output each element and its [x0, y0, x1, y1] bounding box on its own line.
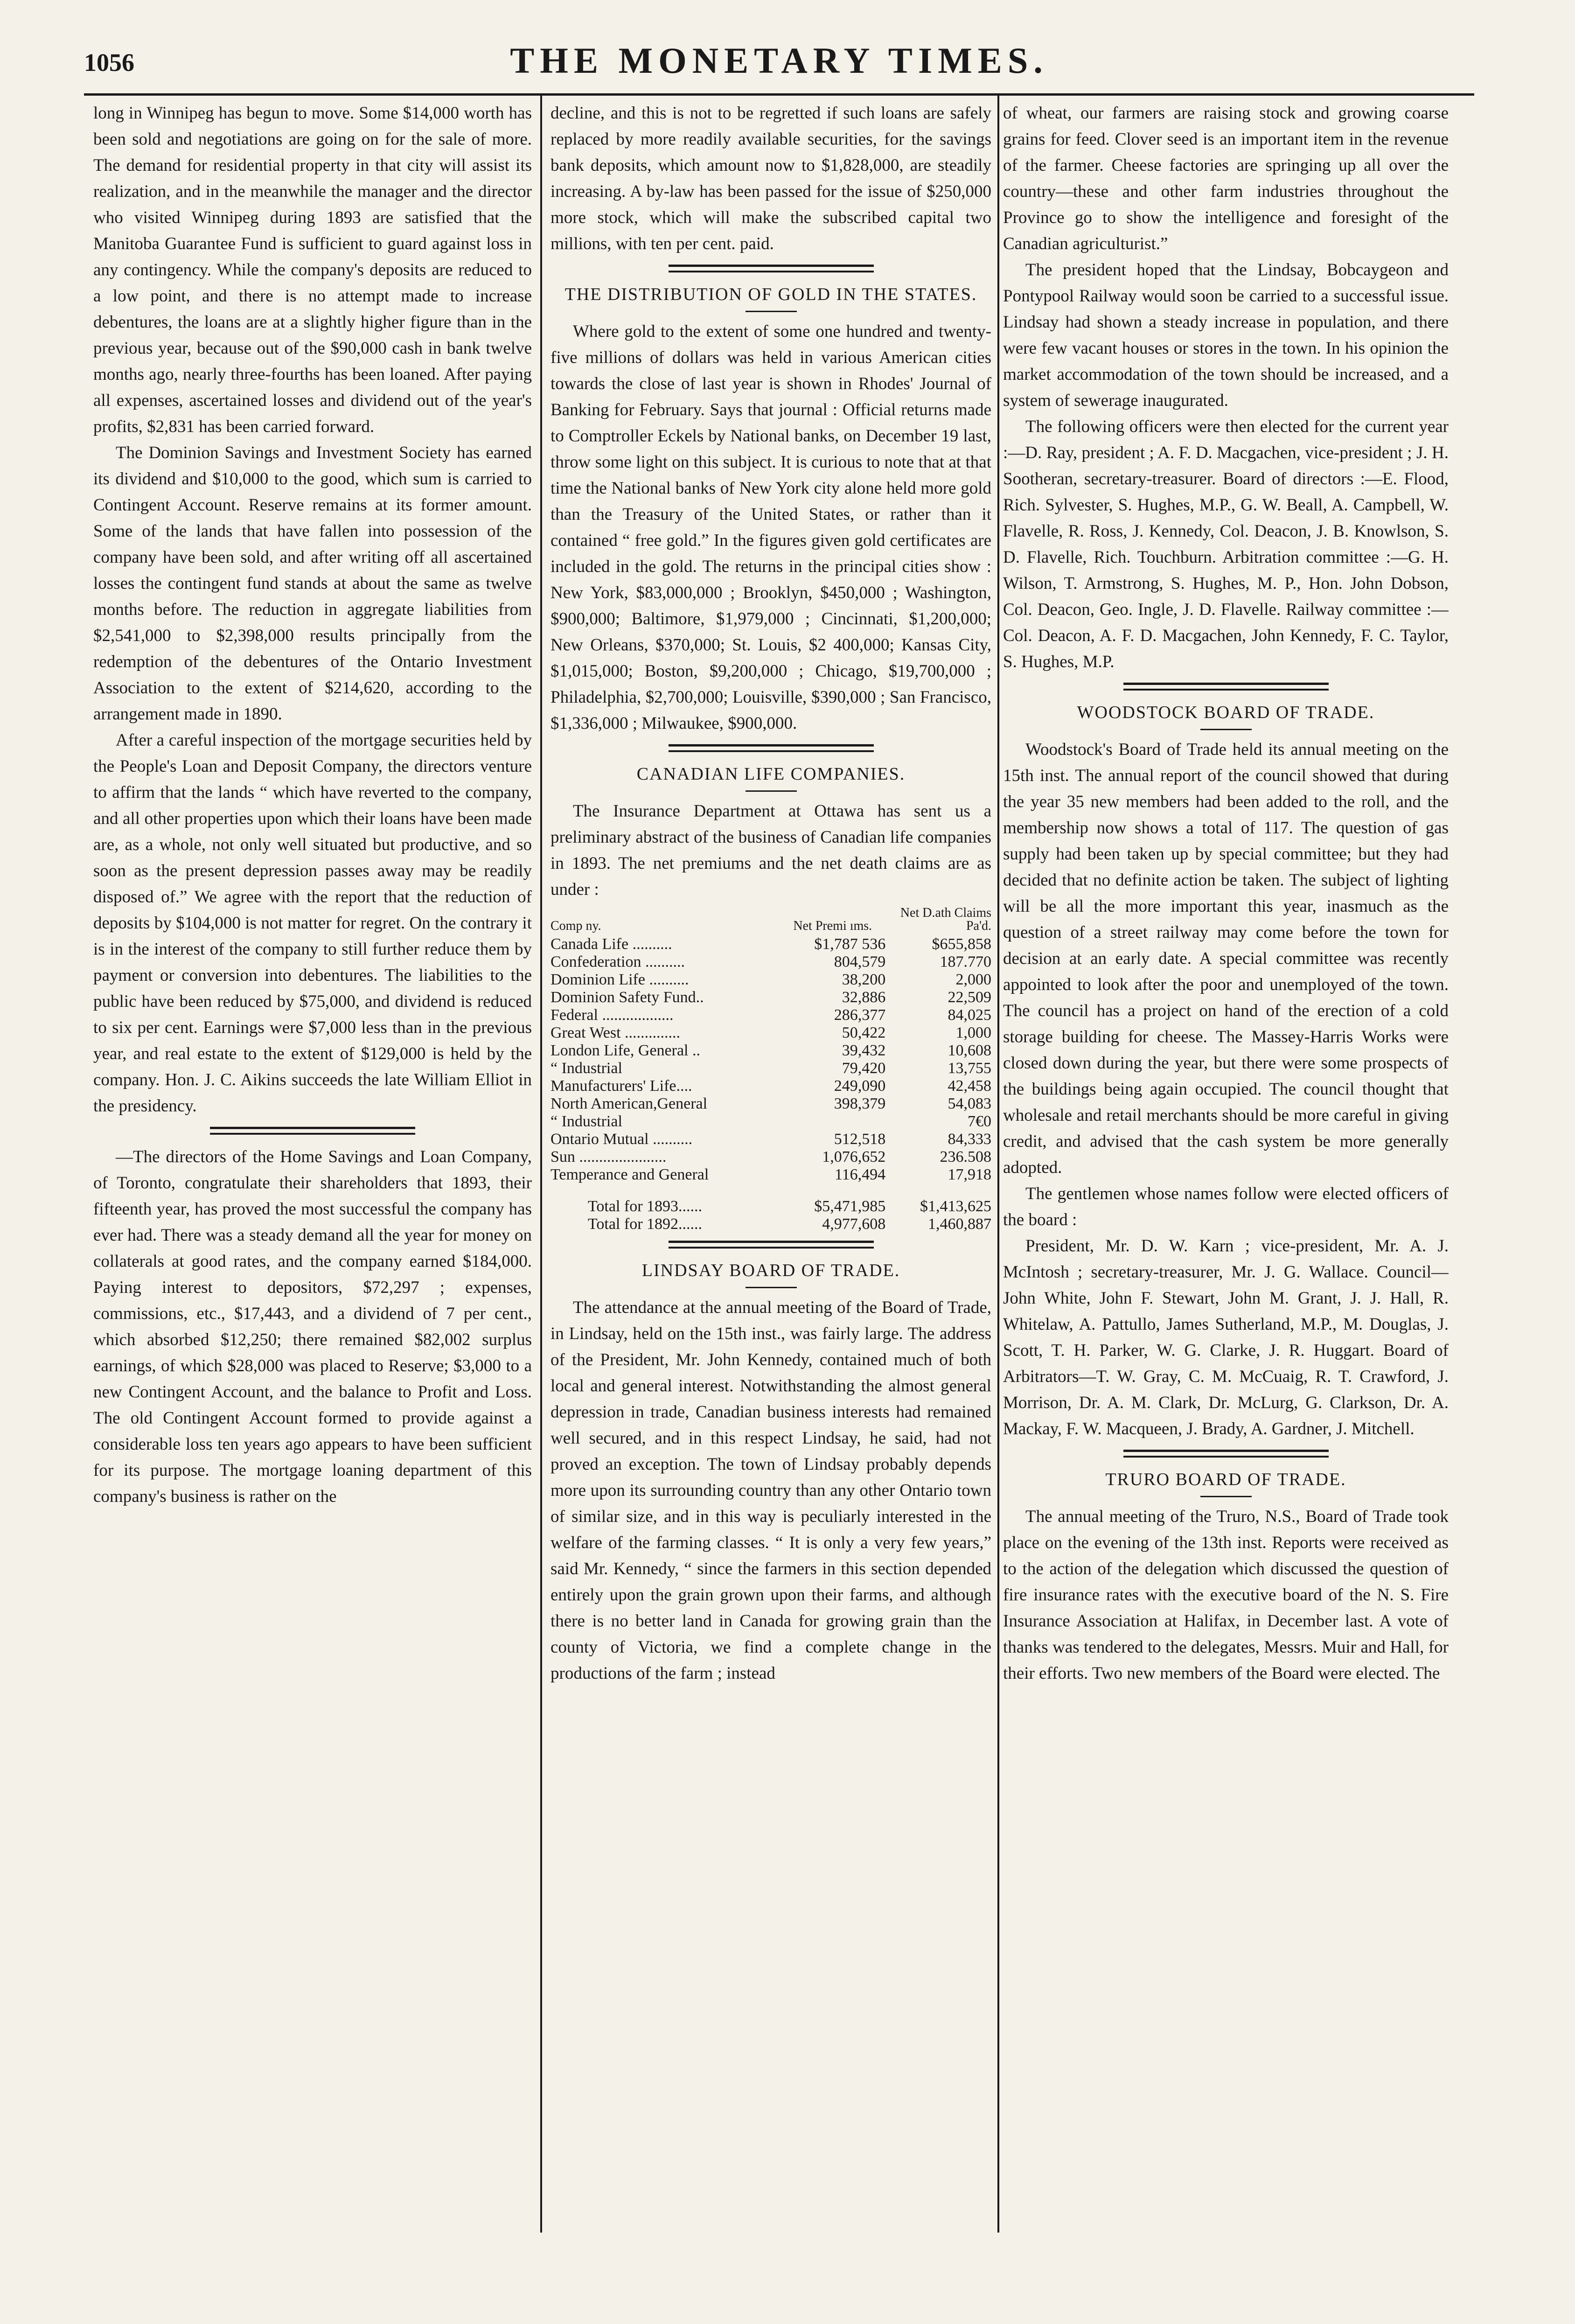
article-paragraph: of wheat, our farmers are raising stock and growing coarse grains for feed. Clover seed is an important item in the revenue of the farmer. Cheese factories are springing up all over the country—these and other farm industries throughout the Province go to show the intelligence and foresight of the Canadian agriculturist.” [1003, 104, 1449, 253]
premiums-value: 79,420 [842, 1060, 886, 1077]
section-divider [669, 265, 874, 272]
section-heading-life: CANADIAN LIFE COMPANIES. [636, 764, 906, 784]
company-name: Dominion Life .......... [551, 971, 689, 988]
article-paragraph: The Dominion Savings and Investment Society has earned its dividend and $10,000 to the good, which sum is carried to Contingent Account. Reserve remains at its former amount. Some of the lands that have fallen into possession of the company have been sold, and after writing off all ascertained losses the contingent fund stands at about the same as twelve months before. The reduction in aggregate liabilities from $2,541,000 to $2,398,000 results principally from the redemption of the debentures of the Ontario Investment Association to the extent of $214,620, according to the arrangement made in 1890. [93, 443, 532, 724]
table-row [551, 1024, 991, 1042]
company-name: Ontario Mutual .......... [551, 1131, 693, 1148]
claims-value: 7€0 [968, 1113, 991, 1130]
claims-value: 17,918 [948, 1166, 991, 1183]
table-row [551, 953, 991, 971]
section-heading-gold: THE DISTRIBUTION OF GOLD IN THE STATES. [564, 285, 977, 304]
heading-rule [746, 311, 797, 312]
premiums-value: 398,379 [834, 1095, 886, 1112]
table-total-row [551, 1215, 991, 1233]
company-name: Temperance and General [551, 1166, 709, 1183]
claims-value: 1,000 [955, 1024, 991, 1041]
claims-value: $1,413,625 [920, 1198, 991, 1215]
company-name: Manufacturers' Life.... [551, 1077, 692, 1095]
article-paragraph: The gentlemen whose names follow were elected officers of the board : [1003, 1184, 1449, 1229]
claims-value: 236.508 [940, 1148, 991, 1165]
newspaper-title: THE MONETARY TIMES. [510, 40, 1048, 81]
premiums-value: 39,432 [842, 1042, 886, 1059]
table-row [551, 935, 991, 953]
section-divider [1123, 1450, 1329, 1458]
premiums-value: 32,886 [842, 989, 886, 1006]
header-claims: Net D.ath Claims Pa'd. [900, 906, 991, 933]
company-name: “ Industrial [551, 1060, 622, 1077]
article-paragraph: The president hoped that the Lindsay, Bobcaygeon and Pontypool Railway would soon be carried to a successful issue. Lindsay had shown a steady increase in population, and there were few vacant houses or stores in the town. In his opinion the market accommodation of the town should be increased, and a system of sewerage inaugurated. [1003, 260, 1449, 410]
premiums-value: 1,076,652 [822, 1148, 886, 1165]
claims-value: 2,000 [955, 971, 991, 988]
premiums-value [780, 1113, 885, 1131]
header-company: Comp ny. [551, 919, 601, 933]
premiums-value: 249,090 [834, 1077, 886, 1095]
article-paragraph: —The directors of the Home Savings and Loan Company, of Toronto, congratulate their shareholders that 1893, their fifteenth year, has proved the most successful the company has ever had. There was a steady demand all the year for money on collaterals at good rates, and the company earned $184,000. Paying interest to depositors, $72,297 ; expenses, commissions, etc., $17,443, and a dividend of 7 per cent., which absorbed $12,250; there remained $82,002 surplus earnings, of which $28,000 was placed to Reserve; $3,000 to a new Contingent Account, and the balance to Profit and Loss. The old Contingent Account formed to provide against a considerable loss ten years ago appears to have been sufficient for its purpose. The mortgage loaning department of this company's business is rather on the [93, 1147, 532, 1506]
premiums-value: 38,200 [842, 971, 886, 988]
table-row [551, 1006, 991, 1024]
table-row [551, 1113, 991, 1131]
article-paragraph: President, Mr. D. W. Karn ; vice-president, Mr. A. J. McIntosh ; secretary-treasurer, Mr. J. G. Wallace. Council—John White, John F. Stewart, John M. Grant, J. J. Hall, R. Whitelaw, A. Pattullo, James Sutherland, M.P., M. Douglas, J. Scott, T. H. Parker, W. G. Clarke, J. R. Huggart. Board of Arbitrators—T. W. Gray, C. M. McCuaig, R. T. Crawford, J. Morrison, Dr. A. M. Clark, Dr. McLurg, G. Clarkson, Dr. A. Mackay, F. W. Macqueen, J. Brady, A. Gardner, J. Mitchell. [1003, 1236, 1449, 1438]
section-divider [669, 744, 874, 752]
article-paragraph: After a careful inspection of the mortgage securities held by the People's Loan and Deposit Company, the directors venture to affirm that the lands “ which have reverted to the company, and all other properties upon which their loans have been made are, as a whole, not only well situated but productive, and so soon as the present depression passes away may be readily disposed of.” We agree with the report that the reduction of deposits by $104,000 is not matter for regret. On the contrary it is in the interest of the company to still further reduce them by payment or conversion into debentures. The liabilities to the public have been reduced by $75,000, and dividend is reduced to six per cent. Earnings were $7,000 less than in the previous year, and real estate to the extent of $129,000 is held by the company. Hon. J. C. Aikins succeeds the late William Elliot in the presidency. [93, 731, 532, 1116]
claims-value: 84,025 [948, 1006, 991, 1024]
claims-value: $655,858 [932, 935, 991, 953]
heading-rule [1200, 1496, 1252, 1497]
table-row [551, 971, 991, 989]
masthead-rule [84, 93, 1474, 96]
page-number: 1056 [84, 49, 134, 77]
total-label: Total for 1893...... [588, 1198, 703, 1215]
company-name: Confederation .......... [551, 953, 685, 970]
section-divider [210, 1127, 415, 1135]
claims-value: 13,755 [948, 1060, 991, 1077]
company-name: Federal .................. [551, 1006, 674, 1024]
table-row [551, 1060, 991, 1077]
article-paragraph: The annual meeting of the Truro, N.S., Board of Trade took place on the evening of the 13th inst. Reports were received as to the action of the delegation which discussed the question of fire insurance rates with the executive board of the N. S. Fire Insurance Association at Halifax, in December last. A vote of thanks was tendered to the delegates, Messrs. Muir and Hall, for their efforts. Two new members of the Board were elected. The [1003, 1507, 1449, 1683]
table-total-row [551, 1184, 991, 1215]
article-paragraph: Woodstock's Board of Trade held its annual meeting on the 15th inst. The annual report of the council showed that during the year 35 new members had been added to the roll, and the membership now shows a total of 117. The question of gas supply had been taken up by special committee; but they had decided that no definite action be taken. The subject of lighting will be all the more important this year, inasmuch as the question of a street railway may come before the town for decision at an early date. A special committee was recently appointed to look after the poor and unemployed of the town. The council has a project on hand of the erection of a cold storage building for cheese. The Massey-Harris Works were closed down during the year, but there were some prospects of the buildings being again occupied. The council thought that wholesale and retail merchants should be more careful in giving credit, and advised that the cash system be more generally adopted. [1003, 740, 1449, 1177]
heading-rule [1200, 729, 1252, 730]
table-row [551, 1131, 991, 1148]
section-heading-woodstock: WOODSTOCK BOARD OF TRADE. [1077, 703, 1375, 722]
claims-value: 22,509 [948, 989, 991, 1006]
table-row [551, 1148, 991, 1166]
section-heading-truro: TRURO BOARD OF TRADE. [1105, 1470, 1346, 1489]
section-divider [1123, 683, 1329, 691]
table-row [551, 1042, 991, 1060]
heading-rule [746, 1287, 797, 1288]
total-label: Total for 1892...... [588, 1215, 703, 1233]
column-rule [540, 96, 542, 2233]
article-paragraph: The attendance at the annual meeting of the Board of Trade, in Lindsay, held on the 15th inst., was fairly large. The address of the President, Mr. John Kennedy, contained much of both local and general interest. Notwithstanding the almost general depression in trade, Canadian business interests had remained well secured, and in this respect Lindsay, he said, had not proved an exception. The town of Lindsay probably depends more upon its surrounding country than any other Ontario town of similar size, and in this way is peculiarly interested in the welfare of the farming classes. “ It is only a very few years,” said Mr. Kennedy, “ since the farmers in this section depended entirely upon the grain grown upon their farms, and although there is no better land in Canada for growing grain than the county of Victoria, we find a complete change in the productions of the farm ; instead [551, 1298, 991, 1683]
article-paragraph: Where gold to the extent of some one hundred and twenty-five millions of dollars was held in various American cities towards the close of last year is shown in Rhodes' Journal of Banking for February. Says that journal : Official returns made to Comptroller Eckels by National banks, on December 19 last, throw some light on this subject. It is curious to note that at that time the National banks of New York city alone held more gold than the Treasury of the United States, or rather than it contained “ free gold.” In the figures given gold certificates are included in the gold. The returns in the principal cities show : New York, $83,000,000 ; Brooklyn, $450,000 ; Washington, $900,000; Baltimore, $1,979,000 ; Cincinnati, $1,200,000; New Orleans, $370,000; St. Louis, $2 400,000; Kansas City, $1,015,000; Boston, $9,200,000 ; Chicago, $19,700,000 ; Philadelphia, $2,700,000; Louisville, $390,000 ; San Francisco, $1,336,000 ; Milwaukee, $900,000. [551, 322, 991, 733]
section-heading-lindsay: LINDSAY BOARD OF TRADE. [641, 1261, 900, 1280]
table-row [551, 1166, 991, 1184]
article-paragraph: The Insurance Department at Ottawa has sent us a preliminary abstract of the business of Canadian life companies in 1893. The net premiums and the net death claims are as under : [551, 802, 991, 899]
claims-value: 1,460,887 [928, 1215, 991, 1233]
table-row [551, 1077, 991, 1095]
claims-value: 54,083 [948, 1095, 991, 1112]
premiums-value: $5,471,985 [814, 1198, 886, 1215]
header-premiums: Net Premi ıms. [793, 919, 872, 933]
company-name: “ Industrial [551, 1113, 622, 1130]
article-paragraph: The following officers were then elected for the current year :—D. Ray, president ; A. F. D. Macgachen, vice-president ; J. H. Sootheran, secretary-treasurer. Board of directors :—E. Flood, Rich. Sylvester, S. Hughes, M.P., G. W. Beall, A. Campbell, W. Flavelle, R. Ross, J. Kennedy, Col. Deacon, J. B. Knowlson, S. D. Flavelle, Rich. Touchburn. Arbitration committee :—G. H. Wilson, T. Armstrong, S. Hughes, M. P., Hon. John Dobson, Col. Deacon, Geo. Ingle, J. D. Flavelle. Railway committee :—Col. Deacon, A. F. D. Macgachen, John Kennedy, F. C. Taylor, S. Hughes, M.P. [1003, 417, 1449, 671]
article-paragraph: long in Winnipeg has begun to move. Some $14,000 worth has been sold and negotiations are going on for the sale of more. The demand for residential property in that city will assist its realization, and in the meanwhile the manager and the director who visited Winnipeg during 1893 are satisfied that the Manitoba Guarantee Fund is sufficient to guard against loss in any contingency. While the company's deposits are reduced to a low point, and there is no attempt made to increase debentures, the loans are at a slightly higher figure than in the previous year, because out of the $90,000 cash in bank twelve months ago, nearly three-fourths has been loaned. After paying all expenses, ascertained losses and dividend out of the year's profits, $2,831 has been carried forward. [93, 104, 532, 436]
company-name: Dominion Safety Fund.. [551, 989, 704, 1006]
table-row [551, 1095, 991, 1113]
claims-value: 187.770 [940, 953, 991, 970]
column-2 [551, 100, 991, 2233]
column-3 [1003, 100, 1449, 2233]
premiums-value: 4,977,608 [822, 1215, 886, 1233]
company-name: London Life, General .. [551, 1042, 700, 1059]
masthead [84, 40, 1474, 91]
column-rule [997, 96, 999, 2233]
premiums-value: 50,422 [842, 1024, 886, 1041]
premiums-value: 512,518 [834, 1131, 886, 1148]
section-divider [669, 1241, 874, 1249]
premiums-value: 116,494 [834, 1166, 886, 1183]
claims-value: 42,458 [948, 1077, 991, 1095]
column-1 [93, 100, 532, 2233]
article-paragraph: decline, and this is not to be regretted if such loans are safely replaced by more readily available securities, for the savings bank deposits, which amount now to $1,828,000, are steadily increasing. A by-law has been passed for the issue of $250,000 more stock, which will make the subscribed capital two millions, with ten per cent. paid. [551, 104, 991, 253]
heading-rule [746, 790, 797, 792]
table-body [551, 935, 991, 1233]
premiums-value: $1,787 536 [814, 935, 886, 953]
claims-value: 84,333 [948, 1131, 991, 1148]
life-companies-table [551, 907, 991, 1233]
company-name: Sun ...................... [551, 1148, 667, 1165]
premiums-value: 804,579 [834, 953, 886, 970]
company-name: Great West .............. [551, 1024, 681, 1041]
premiums-value: 286,377 [834, 1006, 886, 1024]
company-name: North American,General [551, 1095, 708, 1112]
company-name: Canada Life .......... [551, 935, 672, 953]
claims-value: 10,608 [948, 1042, 991, 1059]
table-row [551, 989, 991, 1006]
